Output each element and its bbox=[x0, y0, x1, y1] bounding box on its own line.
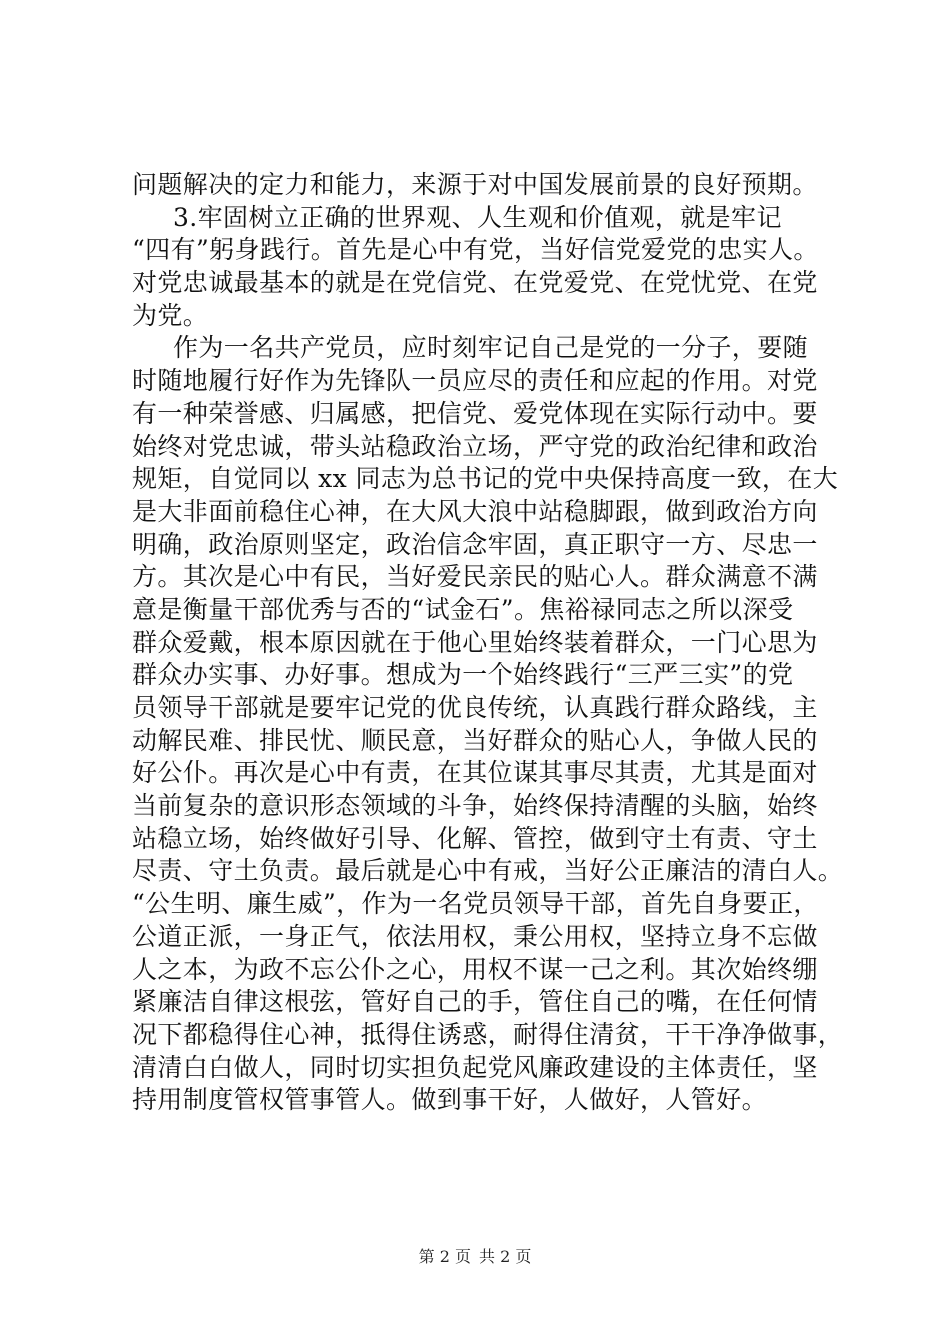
text-line: 清清白白做人，同时切实担负起党风廉政建设的主体责任，坚 bbox=[132, 1052, 818, 1082]
text-line: 尽责、守土负责。最后就是心中有戒，当好公正廉洁的清白人。 bbox=[132, 856, 844, 886]
text-line: 当前复杂的意识形态领域的斗争，始终保持清醒的头脑，始终 bbox=[132, 791, 818, 821]
text-line: 为党。 bbox=[132, 300, 209, 330]
document-body bbox=[132, 169, 844, 1117]
text-line: “公生明、廉生威”，作为一名党员领导干部，首先自身要正， bbox=[132, 889, 819, 919]
text-line: 规矩，自觉同以 xx 同志为总书记的党中央保持高度一致，在大 bbox=[132, 464, 839, 494]
text-line: 站稳立场，始终做好引导、化解、管控，做到守土有责、守土 bbox=[132, 823, 818, 853]
text-line: 员领导干部就是要牢记党的优良传统，认真践行群众路线，主 bbox=[132, 693, 818, 722]
page-footer bbox=[0, 1247, 950, 1267]
text-line: 人之本，为政不忘公仆之心，用权不谋一己之利。其次始终绷 bbox=[132, 954, 818, 984]
text-line: 意是衡量干部优秀与否的“试金石”。焦裕禄同志之所以深受 bbox=[132, 594, 794, 624]
text-line: 动解民难、排民忧、顺民意，当好群众的贴心人，争做人民的 bbox=[132, 725, 818, 755]
text-line: 群众办实事、办好事。想成为一个始终践行“三严三实”的党 bbox=[132, 660, 794, 690]
text-line: 对党忠诚最基本的就是在党信党、在党爱党、在党忧党、在党 bbox=[132, 268, 818, 298]
text-line: 问题解决的定力和能力，来源于对中国发展前景的良好预期。 bbox=[132, 170, 818, 199]
text-line: 公道正派，一身正气，依法用权，秉公用权，坚持立身不忘做 bbox=[132, 921, 818, 951]
text-line: 始终对党忠诚，带头站稳政治立场，严守党的政治纪律和政治 bbox=[132, 431, 818, 461]
text-line: 群众爱戴，根本原因就在于他心里始终装着群众，一门心思为 bbox=[132, 627, 818, 657]
text-line: 方。其次是心中有民，当好爱民亲民的贴心人。群众满意不满 bbox=[132, 562, 818, 592]
text-line: 紧廉洁自律这根弦，管好自己的手，管住自己的嘴，在任何情 bbox=[132, 987, 818, 1017]
text-line: 况下都稳得住心神，抵得住诱惑，耐得住清贫，干干净净做事， bbox=[132, 1019, 844, 1049]
text-line: 是大非面前稳住心神，在大风大浪中站稳脚跟，做到政治方向 bbox=[132, 496, 818, 526]
page-total: 共 2 页 bbox=[479, 1247, 532, 1266]
text-line: 时随地履行好作为先锋队一员应尽的责任和应起的作用。对党 bbox=[132, 366, 818, 396]
text-line: “四有”躬身践行。首先是心中有党，当好信党爱党的忠实人。 bbox=[132, 235, 819, 265]
page-number: 第 2 页 bbox=[418, 1247, 471, 1266]
text-line: 好公仆。再次是心中有责，在其位谋其事尽其责，尤其是面对 bbox=[132, 758, 818, 788]
text-line: 持用制度管权管事管人。做到事干好，人做好，人管好。 bbox=[132, 1085, 768, 1115]
paragraph-start-line: 作为一名共产党员，应时刻牢记自己是党的一分子，要随 bbox=[173, 333, 809, 363]
paragraph-start-line: 3.牢固树立正确的世界观、人生观和价值观，就是牢记 bbox=[173, 202, 782, 232]
text-line: 有一种荣誉感、归属感，把信党、爱党体现在实际行动中。要 bbox=[132, 398, 818, 428]
text-line: 明确，政治原则坚定，政治信念牢固，真正职守一方、尽忠一 bbox=[132, 529, 818, 559]
